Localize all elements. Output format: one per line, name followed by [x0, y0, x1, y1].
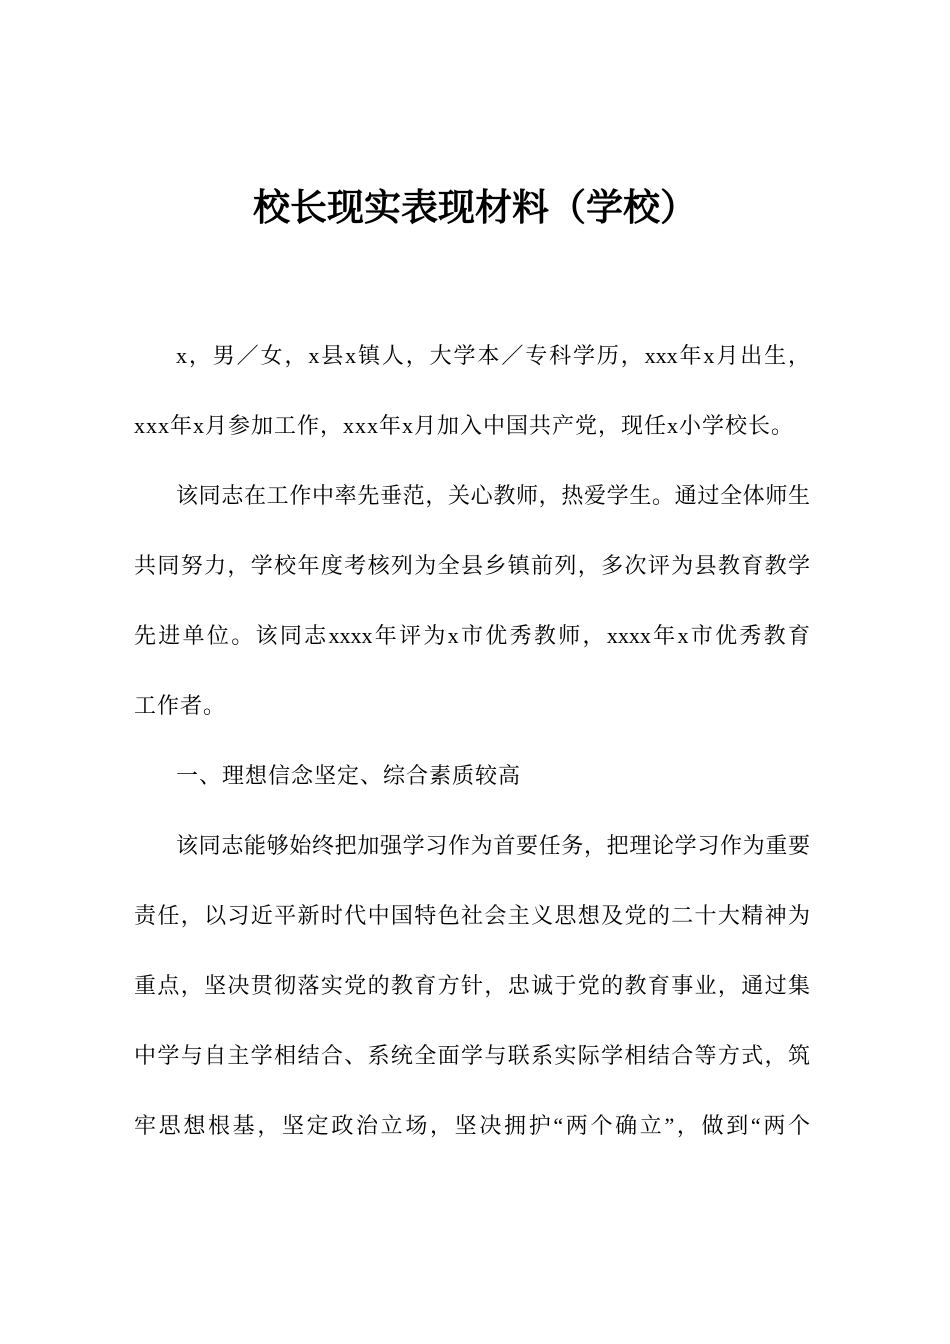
document-body — [134, 321, 810, 1161]
paragraph-line: 先进单位。该同志xxxx年评为x市优秀教师，xxxx年x市优秀教育 — [134, 623, 810, 648]
paragraph-line: 工作者。 — [134, 693, 227, 718]
paragraph-line: x，男／女，x县x镇人，大学本／专科学历，xxx年x月出生， — [176, 343, 810, 368]
paragraph-line: 该同志在工作中率先垂范，关心教师，热爱学生。通过全体师生 — [176, 483, 810, 508]
paragraph-line: 牢思想根基，坚定政治立场，坚决拥护“两个确立”，做到“两个 — [134, 1113, 810, 1138]
paragraph-line: 该同志能够始终把加强学习作为首要任务，把理论学习作为重要 — [176, 833, 810, 858]
paragraph-line: xxx年x月参加工作，xxx年x月加入中国共产党，现任x小学校长。 — [134, 413, 795, 438]
section-heading-line: 一、理想信念坚定、综合素质较高 — [176, 763, 522, 788]
paragraph-line: 中学与自主学相结合、系统全面学与联系实际学相结合等方式，筑 — [134, 1043, 810, 1068]
document-title: 校长现实表现材料（学校） — [253, 188, 697, 229]
paragraph-line: 重点，坚决贯彻落实党的教育方针，忠诚于党的教育事业，通过集 — [134, 973, 810, 998]
paragraph-line: 共同努力，学校年度考核列为全县乡镇前列，多次评为县教育教学 — [134, 553, 810, 578]
paragraph-line: 责任，以习近平新时代中国特色社会主义思想及党的二十大精神为 — [134, 903, 810, 928]
